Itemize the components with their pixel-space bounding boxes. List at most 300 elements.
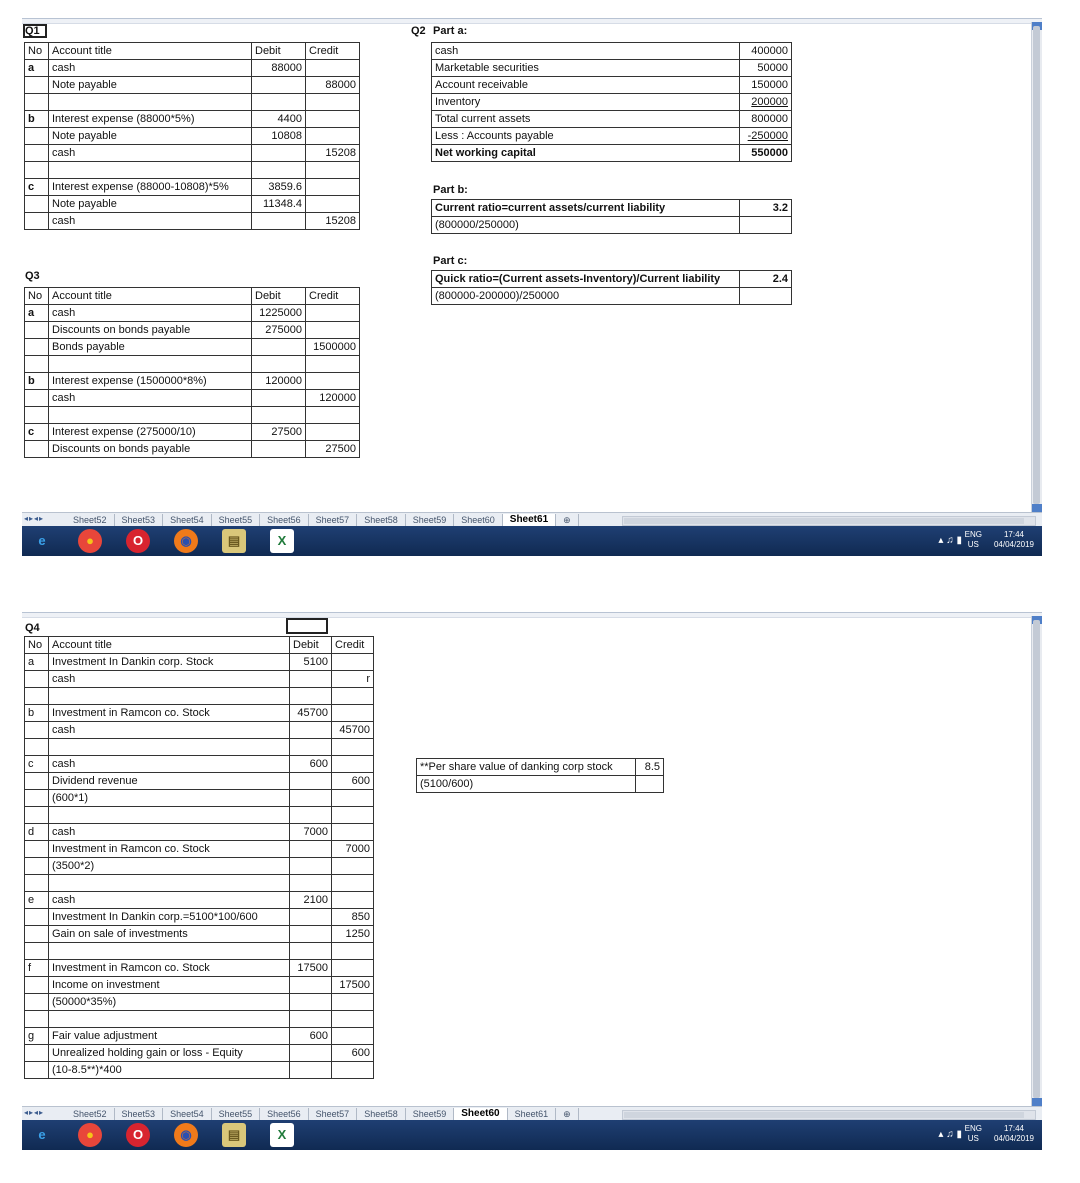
table-cell[interactable] — [332, 892, 374, 909]
table-cell[interactable] — [252, 213, 306, 230]
table-cell[interactable]: e — [25, 892, 49, 909]
tab-sheet58[interactable]: Sheet58 — [357, 514, 406, 526]
header-cell[interactable]: No — [25, 43, 49, 60]
table-row — [25, 943, 374, 960]
table-cell[interactable]: a — [25, 305, 49, 322]
table-cell[interactable] — [252, 77, 306, 94]
table-cell[interactable] — [306, 111, 360, 128]
table-cell[interactable] — [25, 688, 49, 705]
table-cell[interactable] — [25, 739, 49, 756]
table-row — [25, 705, 374, 722]
tab-sheet56[interactable]: Sheet56 — [260, 1108, 309, 1120]
table-cell[interactable]: 15208 — [306, 213, 360, 230]
table-cell[interactable]: 600 — [290, 756, 332, 773]
table-cell[interactable]: Dividend revenue — [49, 773, 290, 790]
table-cell[interactable]: 17500 — [332, 977, 374, 994]
table-cell[interactable]: Interest expense (1500000*8%) — [49, 373, 252, 390]
internet-explorer-icon[interactable]: e — [38, 533, 46, 548]
table-cell[interactable]: 11348.4 — [252, 196, 306, 213]
table-cell[interactable] — [332, 1028, 374, 1045]
scroll-thumb[interactable] — [1033, 26, 1040, 504]
table-cell[interactable]: 800000 — [740, 111, 792, 128]
tab-sheet55[interactable]: Sheet55 — [212, 514, 261, 526]
table-cell[interactable] — [25, 773, 49, 790]
table-cell[interactable] — [332, 688, 374, 705]
table-cell[interactable]: Interest expense (88000-10808)*5% — [49, 179, 252, 196]
table-cell[interactable] — [25, 977, 49, 994]
table-cell[interactable]: 7000 — [290, 824, 332, 841]
tab-sheet54[interactable]: Sheet54 — [163, 1108, 212, 1120]
table-cell[interactable]: Bonds payable — [49, 339, 252, 356]
q2-part-b-table — [431, 199, 792, 234]
vertical-scrollbar[interactable] — [1031, 616, 1042, 1106]
table-row — [25, 356, 360, 373]
sheet-tabs — [66, 514, 579, 526]
table-cell[interactable]: a — [25, 60, 49, 77]
table-cell[interactable]: cash — [49, 213, 252, 230]
table-row — [25, 654, 374, 671]
table-cell[interactable]: (800000-200000)/250000 — [432, 288, 740, 305]
table-cell[interactable] — [290, 790, 332, 807]
table-cell[interactable] — [306, 196, 360, 213]
table-cell[interactable]: 150000 — [740, 77, 792, 94]
table-cell[interactable]: f — [25, 960, 49, 977]
table-cell[interactable] — [290, 1062, 332, 1079]
table-cell[interactable]: 27500 — [252, 424, 306, 441]
header-cell[interactable]: Debit — [252, 43, 306, 60]
opera-icon[interactable]: O — [126, 1123, 150, 1147]
table-cell[interactable]: Less : Accounts payable — [432, 128, 740, 145]
header-cell[interactable]: Credit — [332, 637, 374, 654]
header-cell[interactable]: Debit — [290, 637, 332, 654]
tab-sheet60[interactable]: Sheet60 — [454, 1108, 507, 1120]
table-cell[interactable] — [25, 213, 49, 230]
table-cell[interactable]: Current ratio=current assets/current liability — [432, 200, 740, 217]
table-cell[interactable]: -250000 — [740, 128, 792, 145]
table-cell[interactable] — [332, 943, 374, 960]
firefox-icon[interactable]: ◉ — [174, 1123, 198, 1147]
table-cell[interactable] — [332, 858, 374, 875]
table-cell[interactable] — [25, 196, 49, 213]
header-cell[interactable]: Account title — [49, 637, 290, 654]
language-indicator[interactable] — [965, 530, 982, 550]
table-cell[interactable]: b — [25, 111, 49, 128]
table-cell[interactable]: Marketable securities — [432, 60, 740, 77]
table-row — [432, 43, 792, 60]
table-cell[interactable] — [290, 722, 332, 739]
table-cell[interactable] — [306, 322, 360, 339]
table-row — [25, 1062, 374, 1079]
tab-sheet59[interactable]: Sheet59 — [406, 1108, 455, 1120]
table-row — [25, 424, 360, 441]
table-row — [432, 128, 792, 145]
table-cell[interactable]: c — [25, 424, 49, 441]
table-cell[interactable]: 10808 — [252, 128, 306, 145]
table-cell[interactable] — [49, 688, 290, 705]
table-cell[interactable]: Investment in Ramcon co. Stock — [49, 705, 290, 722]
table-cell[interactable] — [306, 94, 360, 111]
table-row — [25, 213, 360, 230]
table-cell[interactable] — [290, 807, 332, 824]
tab-sheet52[interactable]: Sheet52 — [66, 514, 115, 526]
table-row — [25, 773, 374, 790]
table-cell[interactable] — [25, 390, 49, 407]
table-cell[interactable]: (10-8.5**)*400 — [49, 1062, 290, 1079]
table-cell[interactable]: 120000 — [252, 373, 306, 390]
table-cell[interactable]: g — [25, 1028, 49, 1045]
table-cell[interactable] — [332, 960, 374, 977]
table-cell[interactable]: Interest expense (275000/10) — [49, 424, 252, 441]
table-cell[interactable] — [252, 94, 306, 111]
tab-sheet60[interactable]: Sheet60 — [454, 514, 503, 526]
sheet-tab-bar — [22, 512, 1042, 527]
table-cell[interactable] — [332, 1011, 374, 1028]
table-cell[interactable] — [306, 128, 360, 145]
table-cell[interactable] — [332, 790, 374, 807]
table-cell[interactable] — [290, 1045, 332, 1062]
tab-sheet52[interactable]: Sheet52 — [66, 1108, 115, 1120]
table-row — [25, 994, 374, 1011]
table-cell[interactable]: (50000*35%) — [49, 994, 290, 1011]
table-cell[interactable] — [290, 977, 332, 994]
table-cell[interactable] — [25, 162, 49, 179]
table-cell[interactable] — [25, 807, 49, 824]
table-cell[interactable]: Income on investment — [49, 977, 290, 994]
table-cell[interactable] — [25, 441, 49, 458]
table-cell[interactable]: Note payable — [49, 77, 252, 94]
clock[interactable] — [994, 530, 1034, 550]
table-cell[interactable] — [306, 179, 360, 196]
table-row — [417, 759, 664, 776]
table-row — [25, 1011, 374, 1028]
table-cell[interactable] — [740, 217, 792, 234]
table-cell[interactable] — [25, 875, 49, 892]
language-indicator[interactable] — [965, 1124, 982, 1144]
table-cell[interactable] — [25, 145, 49, 162]
table-cell[interactable]: Unrealized holding gain or loss - Equity — [49, 1045, 290, 1062]
table-cell[interactable] — [332, 654, 374, 671]
table-cell[interactable] — [740, 288, 792, 305]
table-cell[interactable]: cash — [432, 43, 740, 60]
table-cell[interactable] — [332, 994, 374, 1011]
clock[interactable] — [994, 1124, 1034, 1144]
table-cell[interactable]: c — [25, 756, 49, 773]
table-cell[interactable] — [25, 994, 49, 1011]
table-cell[interactable] — [25, 722, 49, 739]
table-cell[interactable] — [25, 77, 49, 94]
table-cell[interactable] — [332, 807, 374, 824]
table-cell[interactable]: 120000 — [306, 390, 360, 407]
table-cell[interactable]: (800000/250000) — [432, 217, 740, 234]
table-cell[interactable] — [25, 909, 49, 926]
table-cell[interactable]: Discounts on bonds payable — [49, 322, 252, 339]
table-cell[interactable]: Discounts on bonds payable — [49, 441, 252, 458]
table-cell[interactable] — [25, 339, 49, 356]
table-cell[interactable] — [49, 943, 290, 960]
opera-icon[interactable]: O — [126, 529, 150, 553]
tab-sheet57[interactable]: Sheet57 — [309, 514, 358, 526]
table-cell[interactable]: 3859.6 — [252, 179, 306, 196]
table-cell[interactable]: 88000 — [252, 60, 306, 77]
table-cell[interactable] — [25, 943, 49, 960]
table-cell[interactable]: cash — [49, 145, 252, 162]
lang-code: ENG — [964, 530, 982, 539]
insert-sheet-icon[interactable]: ⊕ — [556, 1108, 579, 1120]
tab-sheet53[interactable]: Sheet53 — [115, 1108, 164, 1120]
table-cell[interactable]: **Per share value of danking corp stock — [417, 759, 636, 776]
vertical-scrollbar[interactable] — [1031, 22, 1042, 512]
hscroll-thumb[interactable] — [624, 1112, 1024, 1118]
table-cell[interactable]: Investment in Ramcon co. Stock — [49, 960, 290, 977]
clock-time: 17:44 — [1003, 530, 1024, 539]
table-cell[interactable]: 1500000 — [306, 339, 360, 356]
table-cell[interactable]: r — [332, 671, 374, 688]
table-cell[interactable] — [252, 162, 306, 179]
table-cell[interactable]: 1250 — [332, 926, 374, 943]
table-cell[interactable] — [25, 356, 49, 373]
excel-icon[interactable]: X — [270, 1123, 294, 1147]
table-cell[interactable]: (3500*2) — [49, 858, 290, 875]
table-cell[interactable]: Note payable — [49, 196, 252, 213]
tab-sheet57[interactable]: Sheet57 — [309, 1108, 358, 1120]
table-cell[interactable] — [332, 739, 374, 756]
table-row — [432, 288, 792, 305]
clock-time: 17:44 — [1003, 1124, 1024, 1133]
horizontal-scrollbar[interactable] — [622, 516, 1036, 526]
table-cell[interactable] — [252, 390, 306, 407]
table-cell[interactable]: b — [25, 705, 49, 722]
q1-journal-table — [24, 42, 360, 230]
table-cell[interactable]: Account receivable — [432, 77, 740, 94]
table-cell[interactable]: 2100 — [290, 892, 332, 909]
table-cell[interactable] — [49, 875, 290, 892]
table-cell[interactable] — [306, 407, 360, 424]
table-cell[interactable] — [49, 1011, 290, 1028]
table-cell[interactable]: d — [25, 824, 49, 841]
table-cell[interactable] — [252, 407, 306, 424]
table-cell[interactable] — [290, 671, 332, 688]
table-cell[interactable]: 45700 — [332, 722, 374, 739]
table-cell[interactable]: cash — [49, 892, 290, 909]
table-cell[interactable] — [290, 739, 332, 756]
selected-cell[interactable] — [286, 618, 328, 634]
table-cell[interactable]: Investment In Dankin corp. Stock — [49, 654, 290, 671]
table-cell[interactable]: 2.4 — [740, 271, 792, 288]
table-cell[interactable]: 3.2 — [740, 200, 792, 217]
header-cell[interactable]: Credit — [306, 43, 360, 60]
table-cell[interactable] — [25, 407, 49, 424]
sheet-tab-bar — [22, 1106, 1042, 1121]
table-cell[interactable] — [49, 356, 252, 373]
scroll-thumb[interactable] — [1033, 620, 1040, 1098]
q2-part-c-table — [431, 270, 792, 305]
table-cell[interactable] — [25, 858, 49, 875]
table-cell[interactable] — [306, 356, 360, 373]
table-cell[interactable]: (5100/600) — [417, 776, 636, 793]
table-cell[interactable] — [306, 162, 360, 179]
tab-nav-arrows-icon[interactable]: ◂▸◂▸ — [24, 514, 45, 523]
table-cell[interactable] — [25, 1062, 49, 1079]
table-cell[interactable]: 45700 — [290, 705, 332, 722]
table-cell[interactable]: Total current assets — [432, 111, 740, 128]
table-cell[interactable]: cash — [49, 60, 252, 77]
table-cell[interactable]: 600 — [332, 1045, 374, 1062]
table-cell[interactable] — [25, 1045, 49, 1062]
table-cell[interactable]: 8.5 — [636, 759, 664, 776]
hscroll-thumb[interactable] — [624, 518, 1024, 524]
table-header-row — [25, 43, 360, 60]
table-cell[interactable] — [49, 94, 252, 111]
table-cell[interactable] — [25, 790, 49, 807]
table-cell[interactable]: Interest expense (88000*5%) — [49, 111, 252, 128]
table-row — [432, 145, 792, 162]
table-cell[interactable]: 600 — [290, 1028, 332, 1045]
table-cell[interactable]: 850 — [332, 909, 374, 926]
header-cell[interactable]: Account title — [49, 43, 252, 60]
table-cell[interactable]: 4400 — [252, 111, 306, 128]
table-cell[interactable] — [290, 688, 332, 705]
table-cell[interactable] — [49, 807, 290, 824]
tab-sheet61[interactable]: Sheet61 — [508, 1108, 557, 1120]
table-cell[interactable]: Investment In Dankin corp.=5100*100/600 — [49, 909, 290, 926]
table-row — [25, 1028, 374, 1045]
table-cell[interactable] — [290, 773, 332, 790]
table-cell[interactable]: 550000 — [740, 145, 792, 162]
system-tray-icons[interactable]: ▴ ♫ ▮ — [938, 1129, 962, 1140]
table-row — [25, 688, 374, 705]
table-cell[interactable]: cash — [49, 756, 290, 773]
table-cell[interactable] — [25, 841, 49, 858]
table-cell[interactable] — [252, 145, 306, 162]
table-cell[interactable]: cash — [49, 390, 252, 407]
table-cell[interactable]: 5100 — [290, 654, 332, 671]
scroll-down-icon[interactable] — [1032, 1098, 1042, 1106]
horizontal-scrollbar[interactable] — [622, 1110, 1036, 1120]
table-cell[interactable] — [306, 305, 360, 322]
table-cell[interactable]: 275000 — [252, 322, 306, 339]
table-cell[interactable]: cash — [49, 824, 290, 841]
excel-icon[interactable]: X — [270, 529, 294, 553]
tab-sheet54[interactable]: Sheet54 — [163, 514, 212, 526]
tab-sheet58[interactable]: Sheet58 — [357, 1108, 406, 1120]
table-cell[interactable]: cash — [49, 722, 290, 739]
internet-explorer-icon[interactable]: e — [38, 1127, 46, 1142]
table-cell[interactable]: (600*1) — [49, 790, 290, 807]
table-cell[interactable] — [290, 875, 332, 892]
table-cell[interactable]: 15208 — [306, 145, 360, 162]
table-cell[interactable]: b — [25, 373, 49, 390]
table-cell[interactable]: Net working capital — [432, 145, 740, 162]
table-cell[interactable] — [636, 776, 664, 793]
table-cell[interactable] — [290, 858, 332, 875]
table-cell[interactable] — [290, 926, 332, 943]
table-row — [25, 390, 360, 407]
tab-sheet56[interactable]: Sheet56 — [260, 514, 309, 526]
tab-sheet55[interactable]: Sheet55 — [212, 1108, 261, 1120]
tab-sheet53[interactable]: Sheet53 — [115, 514, 164, 526]
table-cell[interactable] — [332, 1062, 374, 1079]
table-cell[interactable]: Note payable — [49, 128, 252, 145]
table-cell[interactable] — [332, 705, 374, 722]
table-cell[interactable]: 50000 — [740, 60, 792, 77]
table-cell[interactable] — [252, 441, 306, 458]
table-cell[interactable]: 88000 — [306, 77, 360, 94]
table-cell[interactable] — [49, 407, 252, 424]
header-cell[interactable]: Account title — [49, 288, 252, 305]
table-cell[interactable] — [306, 60, 360, 77]
chrome-icon[interactable]: ● — [78, 529, 102, 553]
table-cell[interactable]: Inventory — [432, 94, 740, 111]
table-cell[interactable]: cash — [49, 305, 252, 322]
table-cell[interactable]: 400000 — [740, 43, 792, 60]
table-row — [432, 200, 792, 217]
table-cell[interactable] — [332, 875, 374, 892]
header-cell[interactable]: Debit — [252, 288, 306, 305]
table-cell[interactable]: a — [25, 654, 49, 671]
table-row — [25, 926, 374, 943]
file-manager-icon[interactable]: ▤ — [222, 529, 246, 553]
table-cell[interactable] — [332, 756, 374, 773]
table-cell[interactable] — [25, 671, 49, 688]
table-cell[interactable]: 27500 — [306, 441, 360, 458]
header-cell[interactable]: No — [25, 288, 49, 305]
insert-sheet-icon[interactable]: ⊕ — [556, 514, 579, 526]
table-cell[interactable] — [25, 926, 49, 943]
tab-sheet59[interactable]: Sheet59 — [406, 514, 455, 526]
table-cell[interactable]: Fair value adjustment — [49, 1028, 290, 1045]
table-cell[interactable]: 17500 — [290, 960, 332, 977]
table-cell[interactable] — [290, 943, 332, 960]
table-cell[interactable] — [25, 128, 49, 145]
tab-nav-arrows-icon[interactable]: ◂▸◂▸ — [24, 1108, 45, 1117]
table-cell[interactable]: Gain on sale of investments — [49, 926, 290, 943]
table-cell[interactable]: 1225000 — [252, 305, 306, 322]
table-cell[interactable] — [49, 739, 290, 756]
chrome-icon[interactable]: ● — [78, 1123, 102, 1147]
table-cell[interactable]: 200000 — [740, 94, 792, 111]
table-cell[interactable]: 600 — [332, 773, 374, 790]
table-cell[interactable] — [25, 94, 49, 111]
table-header-row — [25, 637, 374, 654]
table-cell[interactable] — [25, 322, 49, 339]
header-cell[interactable]: Credit — [306, 288, 360, 305]
table-cell[interactable] — [290, 841, 332, 858]
table-cell[interactable] — [25, 1011, 49, 1028]
table-cell[interactable] — [290, 909, 332, 926]
file-manager-icon[interactable]: ▤ — [222, 1123, 246, 1147]
table-cell[interactable] — [290, 994, 332, 1011]
table-cell[interactable] — [49, 162, 252, 179]
clock-date: 04/04/2019 — [993, 540, 1034, 549]
tab-sheet61[interactable]: Sheet61 — [503, 514, 556, 526]
firefox-icon[interactable]: ◉ — [174, 529, 198, 553]
table-cell[interactable]: c — [25, 179, 49, 196]
system-tray-icons[interactable]: ▴ ♫ ▮ — [938, 535, 962, 546]
table-cell[interactable] — [290, 1011, 332, 1028]
table-cell[interactable]: 7000 — [332, 841, 374, 858]
table-cell[interactable]: Investment in Ramcon co. Stock — [49, 841, 290, 858]
table-cell[interactable]: cash — [49, 671, 290, 688]
column-header-strip — [22, 612, 1042, 618]
scroll-down-icon[interactable] — [1032, 504, 1042, 512]
table-cell[interactable] — [306, 373, 360, 390]
table-cell[interactable] — [306, 424, 360, 441]
table-cell[interactable] — [252, 339, 306, 356]
table-cell[interactable] — [332, 824, 374, 841]
header-cell[interactable]: No — [25, 637, 49, 654]
table-cell[interactable] — [252, 356, 306, 373]
table-cell[interactable]: Quick ratio=(Current assets-Inventory)/Current liability — [432, 271, 740, 288]
